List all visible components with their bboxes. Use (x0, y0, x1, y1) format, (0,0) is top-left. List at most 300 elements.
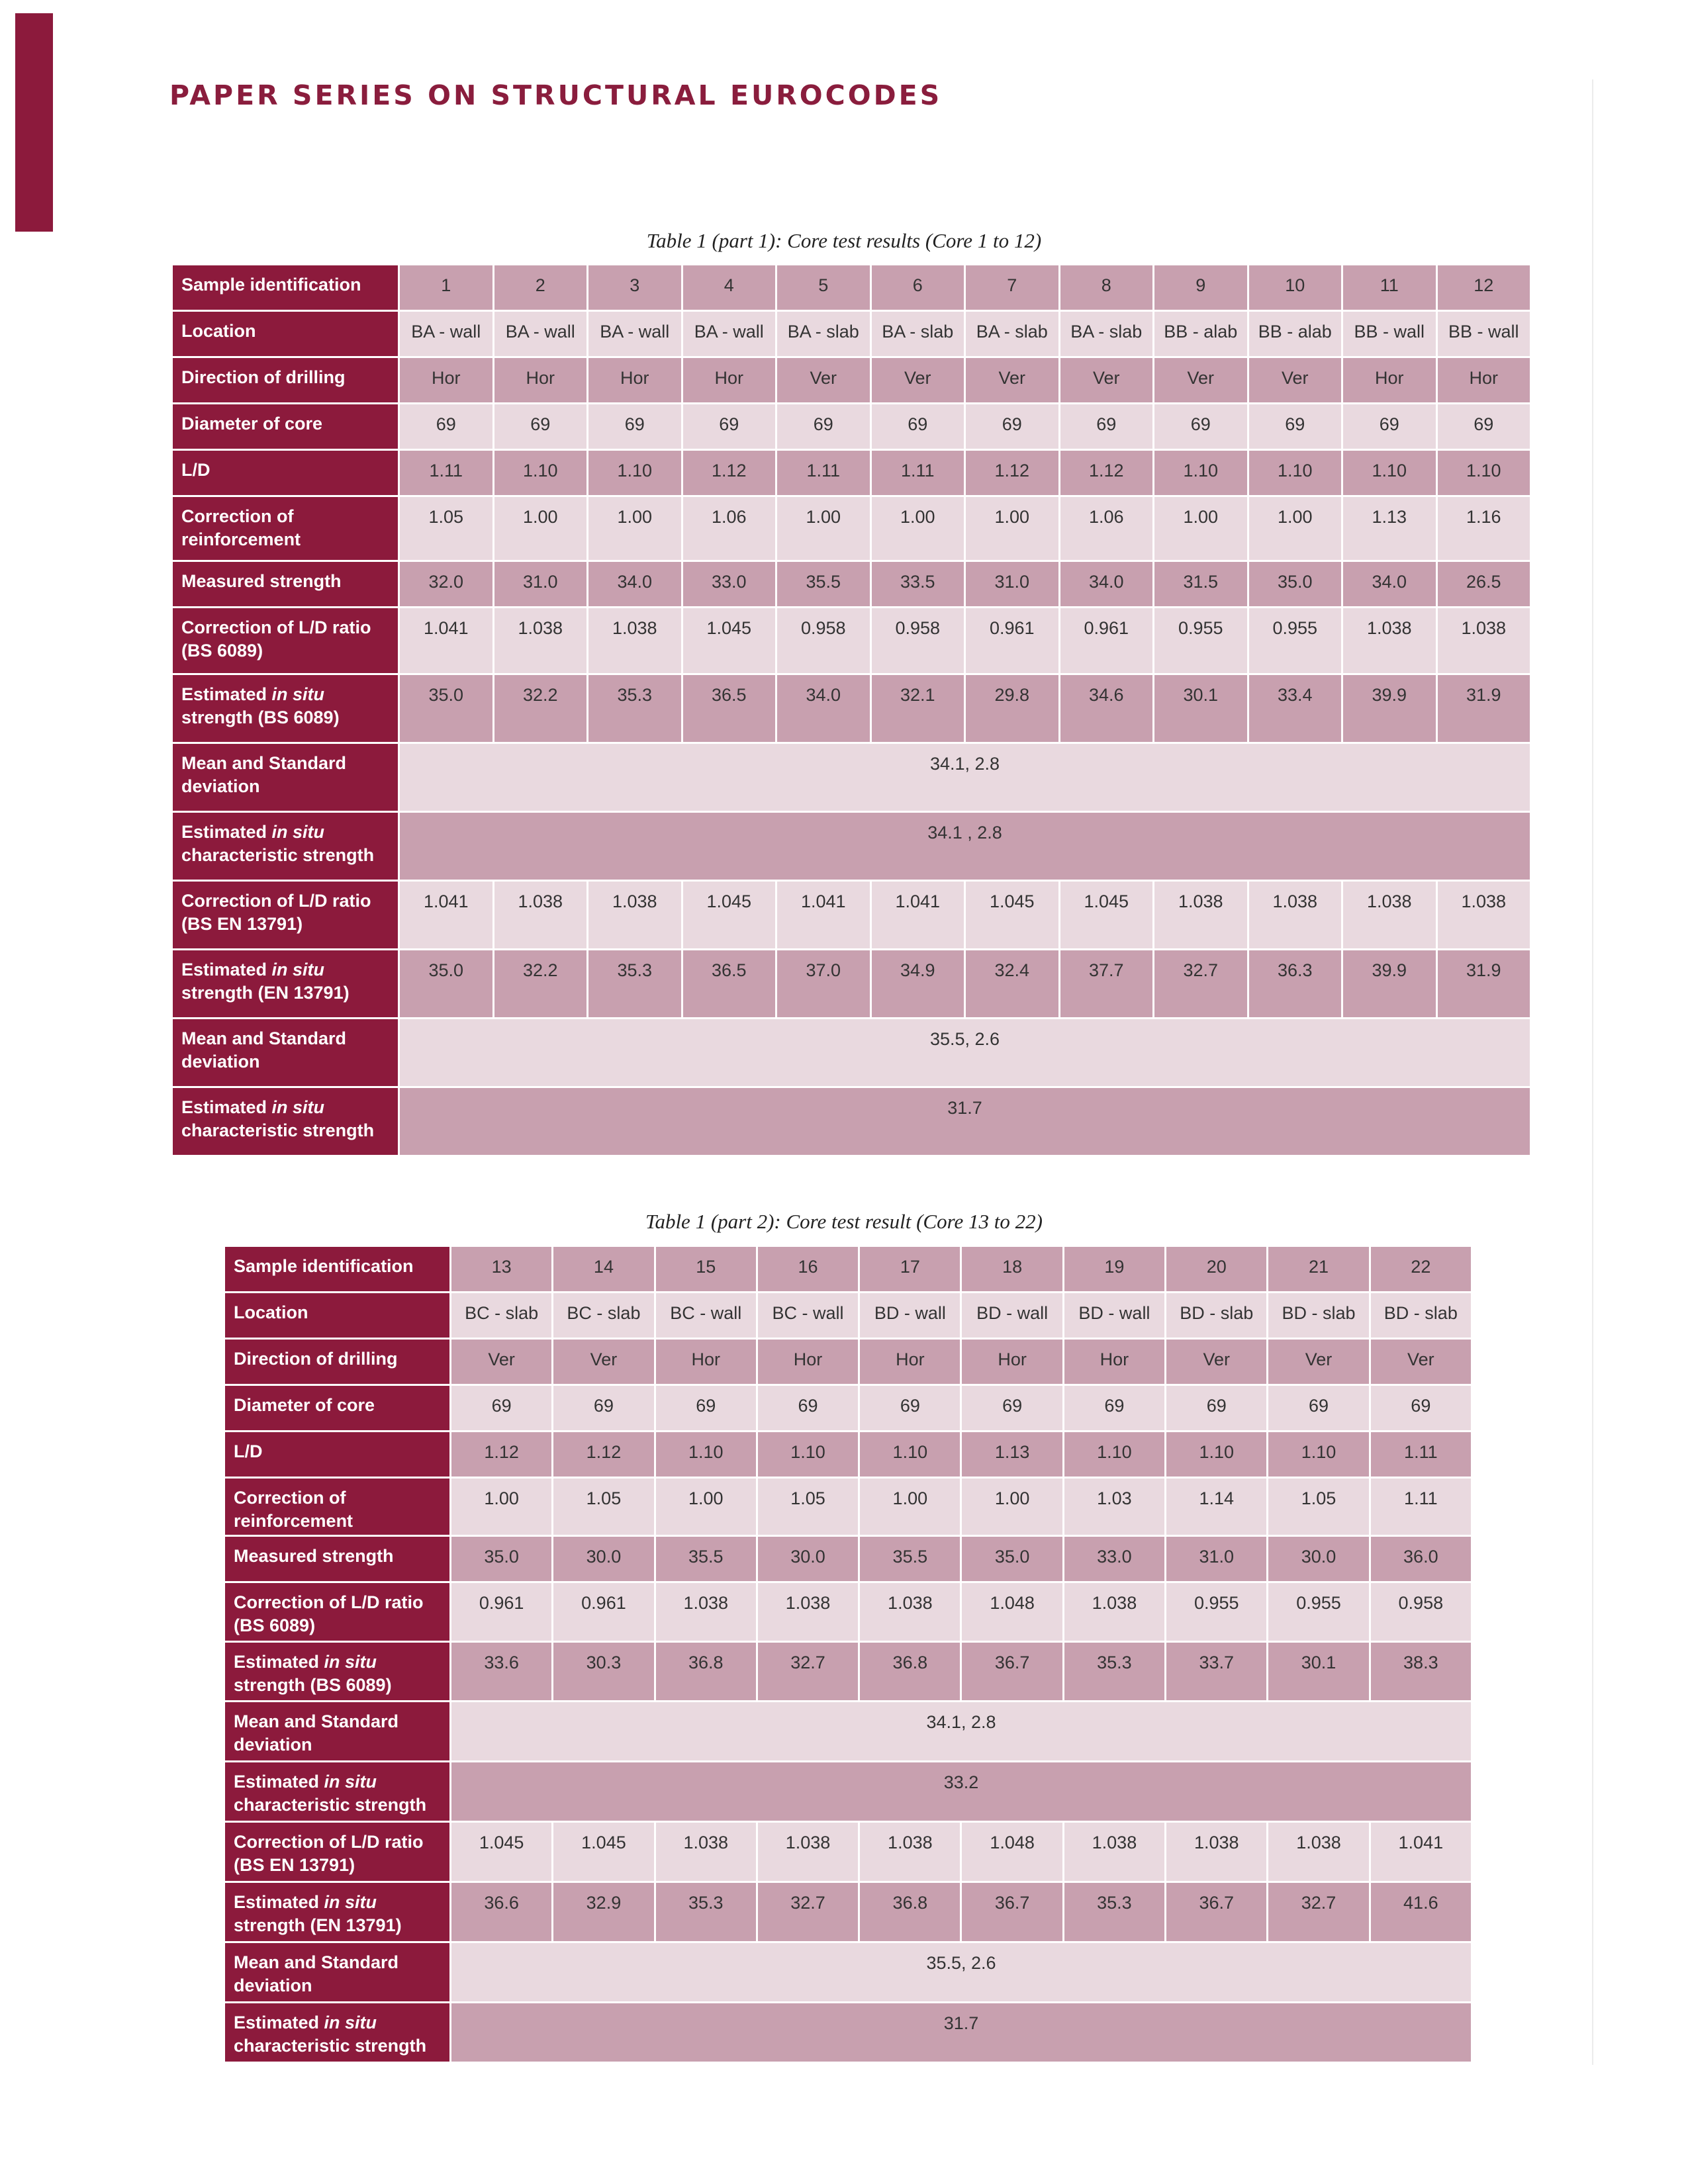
table-cell: 3 (588, 265, 681, 310)
row-label-text: reinforcement (181, 529, 301, 549)
table-row (225, 1643, 1471, 1700)
table-cell: 32.7 (758, 1883, 858, 1941)
table-cell: 36.7 (962, 1643, 1062, 1700)
table-cell: 35.3 (588, 675, 681, 742)
table-cell: 69 (451, 1386, 551, 1430)
table-cell: 32.2 (494, 950, 587, 1017)
table-cell: 1.038 (1438, 882, 1530, 948)
row-label-text: Estimated (181, 822, 272, 842)
table-cell: 32.7 (1154, 950, 1247, 1017)
table-cell: 1.00 (1249, 497, 1342, 560)
table-row (225, 1702, 1471, 1760)
table-cell: 15 (656, 1247, 756, 1291)
table-cell: BD - slab (1268, 1293, 1368, 1338)
table-cell: 35.3 (1064, 1883, 1164, 1941)
table-cell: 1.038 (1268, 1823, 1368, 1881)
table-cell: 1.045 (451, 1823, 551, 1881)
table-cell: 1.10 (588, 451, 681, 495)
row-label-text: (BS 6089) (181, 641, 263, 660)
table-cell: 4 (683, 265, 776, 310)
table-cell: 31.5 (1154, 562, 1247, 606)
table-cell: 69 (683, 404, 776, 449)
row-label-text: Mean and Standard (234, 1711, 399, 1731)
table-cell: 33.7 (1166, 1643, 1266, 1700)
table2-caption: Table 1 (part 2): Core test result (Core 13 to 22) (645, 1210, 1043, 1233)
table-cell: 1.05 (553, 1479, 653, 1535)
row-label-text: characteristic strength (181, 1120, 375, 1140)
table-cell: 34.0 (588, 562, 681, 606)
table-row (225, 1247, 1471, 1291)
summary-cell: 34.1, 2.8 (400, 744, 1530, 811)
table-cell: 69 (962, 1386, 1062, 1430)
row-label (173, 675, 398, 742)
table-row (173, 950, 1530, 1017)
table-cell: BC - slab (451, 1293, 551, 1338)
table-cell: 69 (553, 1386, 653, 1430)
table-cell: 0.958 (872, 608, 964, 673)
table-cell: 11 (1343, 265, 1436, 310)
table-cell: 30.0 (1268, 1537, 1368, 1581)
table-cell: 35.5 (860, 1537, 960, 1581)
table-cell: 36.8 (656, 1643, 756, 1700)
row-label-text: deviation (234, 1976, 312, 1995)
table-cell: 32.2 (494, 675, 587, 742)
table-cell: 1.038 (656, 1823, 756, 1881)
table-cell: BD - wall (860, 1293, 960, 1338)
table-cell: 35.3 (1064, 1643, 1164, 1700)
row-label-text: strength (EN 13791) (234, 1915, 402, 1935)
table-cell: 1.10 (1249, 451, 1342, 495)
summary-cell: 31.7 (451, 2003, 1471, 2062)
table-cell: 22 (1371, 1247, 1471, 1291)
row-label-italic: in situ (324, 1652, 377, 1672)
row-label-text: deviation (181, 776, 260, 796)
table-row (173, 608, 1530, 673)
row-label (173, 950, 398, 1017)
table-cell: 69 (400, 404, 492, 449)
table-cell: 35.5 (656, 1537, 756, 1581)
table-cell: BA - wall (494, 312, 587, 356)
table-cell: Ver (777, 358, 870, 402)
series-title: PAPER SERIES ON STRUCTURAL EUROCODES (169, 79, 943, 111)
row-label-text: Sample identification (181, 275, 361, 295)
row-label-text: Correction of (234, 1488, 346, 1508)
table-row (225, 1583, 1471, 1641)
row-label (225, 1883, 449, 1941)
table-cell: 0.961 (553, 1583, 653, 1641)
table-cell: 31.0 (494, 562, 587, 606)
table-cell: 1.05 (758, 1479, 858, 1535)
table-cell: 1.00 (777, 497, 870, 560)
core-results-table-part1 (171, 263, 1532, 1157)
table-cell: 0.955 (1154, 608, 1247, 673)
table-cell: 35.0 (400, 950, 492, 1017)
table-row (173, 675, 1530, 742)
core-results-table-part2 (223, 1245, 1473, 2064)
table-cell: 26.5 (1438, 562, 1530, 606)
table-cell: 1.12 (966, 451, 1058, 495)
table-cell: 41.6 (1371, 1883, 1471, 1941)
table-cell: 1.038 (1154, 882, 1247, 948)
table-cell: 36.7 (1166, 1883, 1266, 1941)
table-cell: 38.3 (1371, 1643, 1471, 1700)
table-cell: 1.11 (400, 451, 492, 495)
row-label (173, 265, 398, 310)
table-cell: BD - slab (1166, 1293, 1266, 1338)
table-cell: 0.961 (1060, 608, 1153, 673)
table-cell: 1.06 (683, 497, 776, 560)
table-cell: 0.958 (1371, 1583, 1471, 1641)
table-cell: 69 (1268, 1386, 1368, 1430)
table-cell: 39.9 (1343, 675, 1436, 742)
row-label-text: Measured strength (181, 571, 342, 591)
table-cell: 18 (962, 1247, 1062, 1291)
table-cell: 69 (1343, 404, 1436, 449)
table-cell: 1.038 (1343, 882, 1436, 948)
table-cell: Ver (1249, 358, 1342, 402)
table-cell: 1.038 (1438, 608, 1530, 673)
table-cell: 1.038 (758, 1823, 858, 1881)
table-cell: Hor (683, 358, 776, 402)
row-label-text: reinforcement (234, 1511, 353, 1531)
table-cell: BA - slab (966, 312, 1058, 356)
row-label-italic: in situ (324, 2013, 377, 2032)
table-cell: 1.045 (1060, 882, 1153, 948)
table-cell: 30.1 (1154, 675, 1247, 742)
row-label (173, 451, 398, 495)
table-cell: BD - wall (1064, 1293, 1164, 1338)
table-cell: 14 (553, 1247, 653, 1291)
table-cell: 35.0 (962, 1537, 1062, 1581)
row-label (225, 1247, 449, 1291)
row-label (225, 1386, 449, 1430)
summary-cell: 35.5, 2.6 (451, 1943, 1471, 2001)
row-label (173, 744, 398, 811)
row-label-text: Estimated (181, 1097, 272, 1117)
table-row (173, 404, 1530, 449)
table-cell: Hor (860, 1340, 960, 1384)
table-row (173, 562, 1530, 606)
table-cell: 69 (494, 404, 587, 449)
row-label-text: Estimated (234, 1892, 324, 1912)
table-cell: 35.0 (451, 1537, 551, 1581)
table-cell: BD - wall (962, 1293, 1062, 1338)
table-cell: 34.0 (1343, 562, 1436, 606)
table-cell: 0.955 (1249, 608, 1342, 673)
table-cell: 1.00 (962, 1479, 1062, 1535)
table-cell: 1.045 (553, 1823, 653, 1881)
table-cell: 1.038 (758, 1583, 858, 1641)
summary-cell: 35.5, 2.6 (400, 1019, 1530, 1086)
table-cell: 0.961 (966, 608, 1058, 673)
table-cell: 31.0 (966, 562, 1058, 606)
table-cell: 1.00 (451, 1479, 551, 1535)
table-cell: 1.00 (872, 497, 964, 560)
table-cell: Hor (494, 358, 587, 402)
table-cell: 34.0 (1060, 562, 1153, 606)
table-row (225, 1823, 1471, 1881)
table-cell: 1.045 (966, 882, 1058, 948)
row-label (173, 813, 398, 880)
row-label-text: deviation (181, 1052, 260, 1071)
table-cell: 36.0 (1371, 1537, 1471, 1581)
table-cell: 31.0 (1166, 1537, 1266, 1581)
table-cell: 1.038 (1343, 608, 1436, 673)
table-cell: 32.4 (966, 950, 1058, 1017)
table-cell: 1.10 (1343, 451, 1436, 495)
row-label-italic: in situ (271, 1097, 325, 1117)
table-row (225, 1537, 1471, 1581)
table-cell: 36.5 (683, 950, 776, 1017)
row-label (225, 1823, 449, 1881)
table-cell: Hor (962, 1340, 1062, 1384)
table-cell: 34.0 (777, 675, 870, 742)
row-label-text: Measured strength (234, 1546, 394, 1566)
summary-cell: 31.7 (400, 1088, 1530, 1155)
row-label-text: Estimated (181, 960, 272, 979)
table-cell: 19 (1064, 1247, 1164, 1291)
table-cell: 1.11 (1371, 1479, 1471, 1535)
table-cell: 1.041 (400, 608, 492, 673)
table-cell: 10 (1249, 265, 1342, 310)
row-label-text: Mean and Standard (181, 753, 347, 773)
table-cell: 1.038 (1166, 1823, 1266, 1881)
table-row (173, 813, 1530, 880)
table-cell: 16 (758, 1247, 858, 1291)
row-label (225, 1293, 449, 1338)
table-cell: Hor (656, 1340, 756, 1384)
left-accent-bar (15, 13, 53, 232)
row-label-italic: in situ (324, 1892, 377, 1912)
table-cell: BC - slab (553, 1293, 653, 1338)
summary-cell: 34.1, 2.8 (451, 1702, 1471, 1760)
table-cell: 1.10 (1064, 1432, 1164, 1477)
row-label-text: Correction of L/D ratio (234, 1832, 424, 1852)
table-cell: 1.00 (656, 1479, 756, 1535)
row-label (225, 1583, 449, 1641)
table-cell: 1.045 (683, 608, 776, 673)
table-cell: 33.6 (451, 1643, 551, 1700)
row-label-text: Estimated (234, 1772, 324, 1792)
table-row (173, 882, 1530, 948)
row-label-text: Correction of L/D ratio (181, 617, 371, 637)
table-cell: 1.10 (1154, 451, 1247, 495)
table-cell: 32.7 (758, 1643, 858, 1700)
table-cell: 1.13 (1343, 497, 1436, 560)
row-label (173, 312, 398, 356)
row-label (225, 1537, 449, 1581)
table-cell: 6 (872, 265, 964, 310)
table-cell: 31.9 (1438, 950, 1530, 1017)
table-cell: Hor (588, 358, 681, 402)
table-cell: Ver (553, 1340, 653, 1384)
table-cell: 1.05 (1268, 1479, 1368, 1535)
table-cell: 1.13 (962, 1432, 1062, 1477)
table-cell: Ver (1166, 1340, 1266, 1384)
row-label (173, 562, 398, 606)
row-label-text: L/D (181, 460, 211, 480)
row-label-text: (BS 6089) (234, 1615, 316, 1635)
table-cell: 69 (758, 1386, 858, 1430)
row-label-text: Direction of drilling (181, 367, 346, 387)
table-cell: BB - alab (1249, 312, 1342, 356)
table-cell: 35.0 (1249, 562, 1342, 606)
table-cell: 1.041 (400, 882, 492, 948)
row-label-text: Correction of L/D ratio (234, 1592, 424, 1612)
table-cell: 69 (777, 404, 870, 449)
table-cell: 30.3 (553, 1643, 653, 1700)
table-cell: Ver (966, 358, 1058, 402)
row-label (225, 1643, 449, 1700)
table-cell: 69 (1154, 404, 1247, 449)
table-cell: 1.00 (494, 497, 587, 560)
table-cell: 32.7 (1268, 1883, 1368, 1941)
table-cell: 1.10 (1166, 1432, 1266, 1477)
table-cell: 1.038 (494, 608, 587, 673)
row-label-italic: in situ (271, 684, 325, 704)
table-cell: 1.10 (1438, 451, 1530, 495)
table-cell: Ver (1060, 358, 1153, 402)
table-cell: 1.038 (1064, 1583, 1164, 1641)
row-label-italic: in situ (271, 960, 325, 979)
table-row (225, 1340, 1471, 1384)
row-label-text: Mean and Standard (234, 1952, 399, 1972)
table-cell: 1.041 (1371, 1823, 1471, 1881)
table-cell: 1.06 (1060, 497, 1153, 560)
table-cell: 35.3 (656, 1883, 756, 1941)
row-label (225, 1340, 449, 1384)
row-label-text: strength (BS 6089) (181, 707, 340, 727)
table-cell: 32.9 (553, 1883, 653, 1941)
table-row (225, 1386, 1471, 1430)
table-cell: 1.038 (860, 1823, 960, 1881)
table-cell: 1.038 (588, 608, 681, 673)
row-label (225, 1432, 449, 1477)
table-cell: 1.05 (400, 497, 492, 560)
table-cell: 35.0 (400, 675, 492, 742)
table-cell: 69 (872, 404, 964, 449)
row-label-text: Location (181, 321, 256, 341)
table-cell: 1.10 (1268, 1432, 1368, 1477)
table-cell: 69 (966, 404, 1058, 449)
table-cell: 30.0 (758, 1537, 858, 1581)
table-cell: Hor (1064, 1340, 1164, 1384)
table-cell: Hor (400, 358, 492, 402)
table-cell: 21 (1268, 1247, 1368, 1291)
table-cell: BA - slab (1060, 312, 1153, 356)
table-cell: 1.11 (872, 451, 964, 495)
table-cell: Ver (1268, 1340, 1368, 1384)
table-cell: 1.038 (494, 882, 587, 948)
row-label-text: Estimated (181, 684, 272, 704)
table-cell: 36.6 (451, 1883, 551, 1941)
row-label-italic: in situ (324, 1772, 377, 1792)
table-cell: 1.038 (1064, 1823, 1164, 1881)
table-cell: 8 (1060, 265, 1153, 310)
table-cell: Ver (1371, 1340, 1471, 1384)
table-cell: 35.5 (777, 562, 870, 606)
table-cell: 69 (1249, 404, 1342, 449)
table-cell: 30.0 (553, 1537, 653, 1581)
table1-caption: Table 1 (part 1): Core test results (Core 1 to 12) (646, 229, 1042, 252)
table-cell: 1.00 (860, 1479, 960, 1535)
row-label-text: deviation (234, 1735, 312, 1754)
row-label (173, 497, 398, 560)
table-cell: 1.048 (962, 1823, 1062, 1881)
table-cell: 5 (777, 265, 870, 310)
row-label-text: (BS EN 13791) (234, 1855, 355, 1875)
table-row (173, 358, 1530, 402)
table-cell: Hor (758, 1340, 858, 1384)
table-cell: 34.6 (1060, 675, 1153, 742)
summary-cell: 34.1 , 2.8 (400, 813, 1530, 880)
row-label-text: Estimated (234, 2013, 324, 2032)
table-cell: BC - wall (758, 1293, 858, 1338)
table-cell: BA - wall (400, 312, 492, 356)
table-row (225, 1943, 1471, 2001)
table-cell: 1.048 (962, 1583, 1062, 1641)
table-cell: 1.045 (683, 882, 776, 948)
table-cell: 20 (1166, 1247, 1266, 1291)
table-row (173, 1088, 1530, 1155)
table-cell: 1.038 (1249, 882, 1342, 948)
row-label-text: Diameter of core (181, 414, 323, 433)
table-cell: 12 (1438, 265, 1530, 310)
row-label (225, 1762, 449, 1821)
table-cell: 1.11 (777, 451, 870, 495)
row-label (225, 2003, 449, 2062)
row-label (173, 404, 398, 449)
table-cell: 36.7 (962, 1883, 1062, 1941)
table-cell: 69 (1371, 1386, 1471, 1430)
row-label-text: strength (EN 13791) (181, 983, 350, 1003)
table-cell: 36.8 (860, 1883, 960, 1941)
table-cell: 33.0 (1064, 1537, 1164, 1581)
table-row (225, 1293, 1471, 1338)
table-cell: 69 (588, 404, 681, 449)
table-cell: 69 (1064, 1386, 1164, 1430)
table-cell: Hor (1343, 358, 1436, 402)
table-row (225, 2003, 1471, 2062)
row-label-text: Diameter of core (234, 1395, 375, 1415)
row-label-text: Correction of L/D ratio (181, 891, 371, 911)
table-cell: BD - slab (1371, 1293, 1471, 1338)
table-cell: BB - wall (1438, 312, 1530, 356)
table-cell: 0.958 (777, 608, 870, 673)
table-cell: 33.4 (1249, 675, 1342, 742)
table-cell: 9 (1154, 265, 1247, 310)
row-label-text: strength (BS 6089) (234, 1675, 392, 1695)
table-cell: 36.5 (683, 675, 776, 742)
table-cell: 2 (494, 265, 587, 310)
row-label-text: Correction of (181, 506, 294, 526)
table-cell: 69 (656, 1386, 756, 1430)
table-cell: 1.038 (860, 1583, 960, 1641)
table-cell: 1.00 (588, 497, 681, 560)
table-cell: 1.16 (1438, 497, 1530, 560)
row-label-text: Sample identification (234, 1256, 414, 1276)
table-cell: 0.955 (1166, 1583, 1266, 1641)
table-cell: 69 (1060, 404, 1153, 449)
row-label-text: Estimated (234, 1652, 324, 1672)
row-label-text: characteristic strength (181, 845, 375, 865)
summary-cell: 33.2 (451, 1762, 1471, 1821)
table-cell: 1.10 (758, 1432, 858, 1477)
table-cell: 32.1 (872, 675, 964, 742)
row-label-text: characteristic strength (234, 1795, 427, 1815)
table-cell: 1.041 (872, 882, 964, 948)
table-cell: 34.9 (872, 950, 964, 1017)
